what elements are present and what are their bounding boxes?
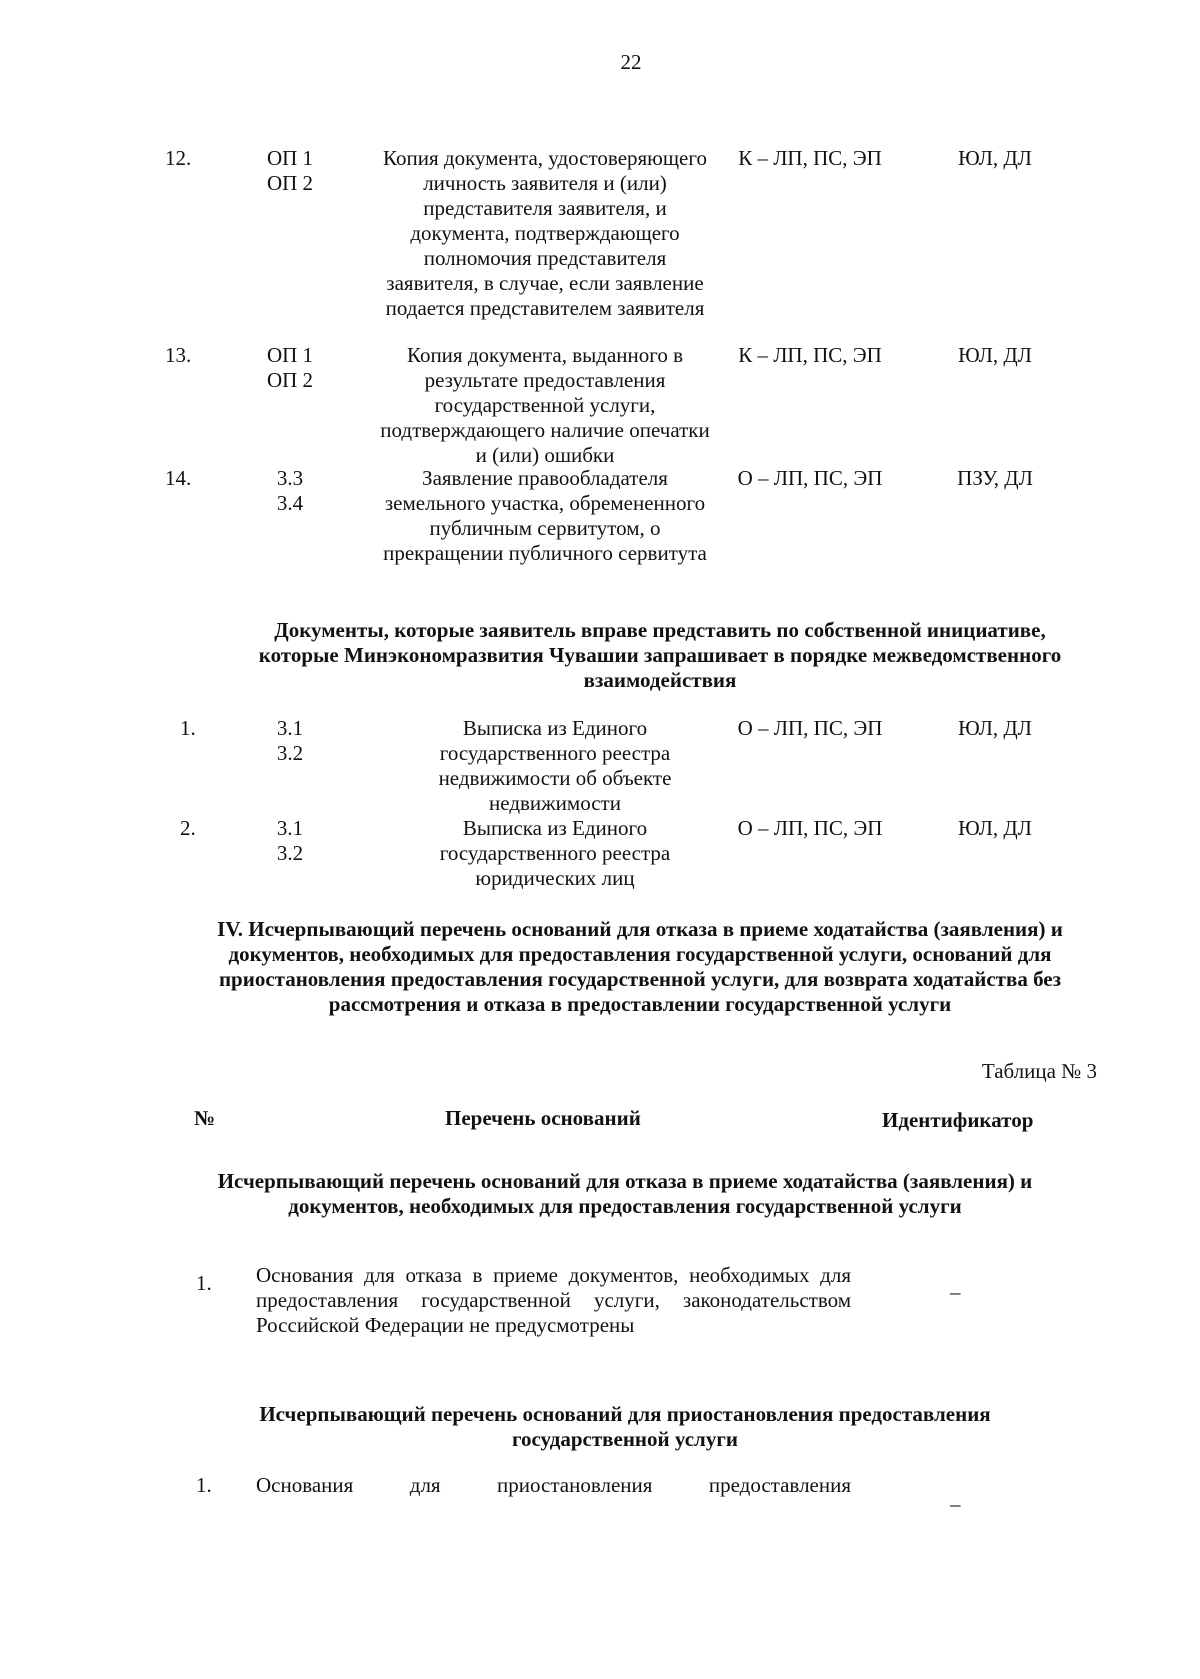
row-refs xyxy=(250,466,330,516)
row-applicant: ЮЛ, ДЛ xyxy=(958,343,1032,367)
group-heading-suspension: Исчерпывающий перечень оснований для приостановления предоставления государственной услуги xyxy=(259,1402,991,1451)
row-refs xyxy=(250,816,330,866)
row-description: Выписка из Единого государственного реестра юридических лиц xyxy=(439,816,671,890)
row-description: Заявление правообладателя земельного участка, обремененного публичным сервитутом, о прекращении публичного сервитута xyxy=(383,466,707,565)
row-ref: 3.1 xyxy=(276,816,304,840)
chapter-iv-heading: IV. Исчерпывающий перечень оснований для отказа в приеме ходатайства (заявления) и документов, необходимых для предоставления государственной услуги, оснований для приостановления предоставления государственной услуги, для возврата ходатайства без рассмотрения и отказа в предоставлении государственной услуги xyxy=(217,917,1063,1016)
row-form: О – ЛП, ПС, ЭП xyxy=(737,716,883,740)
row-description: Копия документа, удостоверяющего личность заявителя и (или) представителя заявителя, и документа, подтверждающего полномочия представителя заявителя, в случае, если заявление подается представителем заявителя xyxy=(383,146,707,320)
page-number: 22 xyxy=(620,50,642,74)
row-ref: ОП 2 xyxy=(266,171,314,195)
row-applicant: ЮЛ, ДЛ xyxy=(958,146,1032,170)
grounds-item-text: Основания для приостановления предоставления xyxy=(256,1473,851,1497)
row-form: О – ЛП, ПС, ЭП xyxy=(737,466,883,490)
row-ref: ОП 2 xyxy=(266,368,314,392)
grounds-item-text: Основания для отказа в приеме документов, необходимых для предоставления государственной услуги, законодательством Российской Федерации не предусмотрены xyxy=(256,1263,851,1337)
table-label: Таблица № 3 xyxy=(981,1059,1097,1083)
column-header-grounds: Перечень оснований xyxy=(445,1106,641,1130)
row-refs xyxy=(250,343,330,393)
row-ref: ОП 1 xyxy=(266,146,314,170)
row-applicant: ПЗУ, ДЛ xyxy=(957,466,1033,490)
row-ref: 3.2 xyxy=(276,841,304,865)
row-form: О – ЛП, ПС, ЭП xyxy=(737,816,883,840)
grounds-item-number: 1. xyxy=(196,1473,212,1497)
row-applicant: ЮЛ, ДЛ xyxy=(958,816,1032,840)
row-ref: 3.1 xyxy=(276,716,304,740)
section-heading-interagency: Документы, которые заявитель вправе представить по собственной инициативе, которые Минэкономразвития Чувашии запрашивает в порядке межведомственного взаимодействия xyxy=(258,618,1062,692)
column-header-identifier: Идентификатор xyxy=(882,1108,1034,1132)
row-description: Копия документа, выданного в результате предоставления государственной услуги, подтверждающего наличие опечатки и (или) ошибки xyxy=(380,343,710,467)
row-ref: ОП 1 xyxy=(266,343,314,367)
row-form: К – ЛП, ПС, ЭП xyxy=(738,146,882,170)
grounds-item-identifier: – xyxy=(950,1280,961,1304)
row-refs xyxy=(250,716,330,766)
grounds-item-number: 1. xyxy=(196,1271,212,1295)
grounds-item-identifier: – xyxy=(950,1492,961,1516)
row-number: 13. xyxy=(165,343,192,367)
row-number: 14. xyxy=(165,466,192,490)
group-heading-refusal: Исчерпывающий перечень оснований для отказа в приеме ходатайства (заявления) и документов, необходимых для предоставления государственной услуги xyxy=(217,1169,1033,1218)
column-header-number: № xyxy=(194,1106,216,1130)
row-description: Выписка из Единого государственного реестра недвижимости об объекте недвижимости xyxy=(438,716,672,815)
row-ref: 3.2 xyxy=(276,741,304,765)
row-ref: 3.4 xyxy=(276,491,304,515)
row-refs xyxy=(250,146,330,196)
row-number: 12. xyxy=(165,146,192,170)
row-ref: 3.3 xyxy=(276,466,304,490)
row-number: 1. xyxy=(180,716,196,740)
row-form: К – ЛП, ПС, ЭП xyxy=(738,343,882,367)
row-number: 2. xyxy=(180,816,196,840)
row-applicant: ЮЛ, ДЛ xyxy=(958,716,1032,740)
